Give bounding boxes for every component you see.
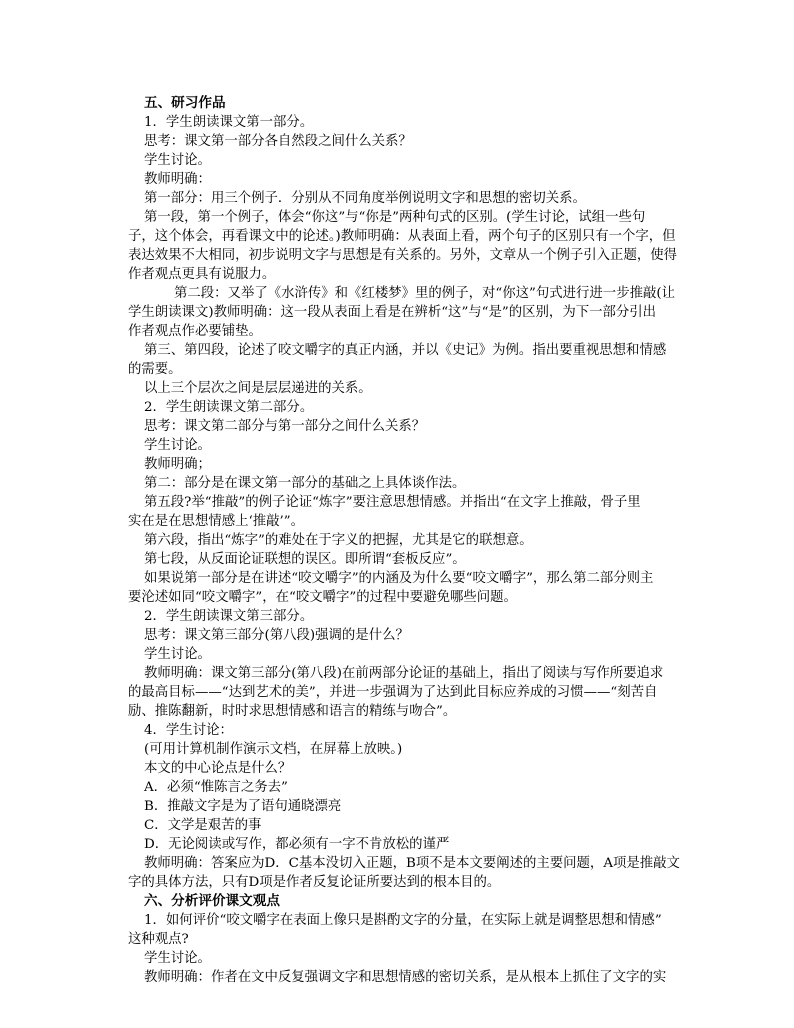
text-line: 表达效果不大相同，初步说明文字与思想是有关系的。另外，文章从一个例子引入正题，使得 <box>128 248 678 263</box>
text-line: B．推敲文字是为了语句通晓漂亮 <box>144 799 342 814</box>
text-line: 教师明确； <box>144 457 211 472</box>
text-line: 学生讨论。 <box>144 438 211 453</box>
text-line: 字的具体方法，只有D项是作者反复论证所要达到的根本目的。 <box>128 875 501 890</box>
text-line: 第六段，指出“炼字”的难处在于字义的把握，尤其是它的联想意。 <box>144 533 533 548</box>
text-line: 作者观点更具有说服力。 <box>128 267 276 282</box>
text-line: 要沦述如同“咬文嚼字”，在“咬文嚼字”的过程中要避免哪些问题。 <box>128 590 517 605</box>
section-heading: 六、分析评价课文观点 <box>144 893 280 909</box>
text-line: 1．如何评价“咬文嚼字在表面上像只是斟酌文字的分量，在实际上就是调整思想和情感” <box>144 913 662 928</box>
text-line: 如果说第一部分是在讲述“咬文嚼字”的内涵及为什么要“咬文嚼字”，那么第二部分则主 <box>144 571 654 586</box>
text-line: 以上三个层次之间是层层递进的关系。 <box>144 381 372 396</box>
document-body <box>128 94 688 987</box>
text-line: 思考：课文第二部分与第一部分之间什么关系？ <box>144 419 426 434</box>
text-line: 第五段?举“推敲”的例子论证“炼字”要注意思想情感。并指出“在文字上推敲，骨子里 <box>144 495 641 510</box>
text-line: 学生讨论。 <box>144 647 211 662</box>
text-line: 励、推陈翻新，时时求思想情感和语言的精练与吻合”。 <box>128 704 457 719</box>
text-line: 学生朗读课文)教师明确：这一段从表面上看是在辨析“这”与“是”的区别，为下一部分引出 <box>128 305 657 320</box>
text-line: 2．学生朗读课文第二部分。 <box>144 400 314 415</box>
text-line: 学生讨论。 <box>144 951 211 966</box>
text-line: (可用计算机制作演示文档，在屏幕上放映。) <box>144 742 403 757</box>
text-line: 第二：部分是在课文第一部分的基础之上具体谈作法。 <box>144 476 466 491</box>
text-line: 第一段，第一个例子，体会“你这”与“你是”两种句式的区别。(学生讨论，试组一些句 <box>144 210 646 225</box>
text-line: D．无论阅读或写作，都必须有一字不肯放松的谨严 <box>144 837 450 852</box>
text-line: A．必须“惟陈言之务去” <box>144 780 288 795</box>
text-line: 作者观点作必要铺垫。 <box>128 324 262 339</box>
text-line: 教师明确：作者在文中反复强调文字和思想情感的密切关系，是从根本上抓住了文字的实 <box>144 970 667 985</box>
text-line: C．文学是艰苦的事 <box>144 818 262 833</box>
text-line: 4．学生讨论： <box>144 723 233 738</box>
text-line: 教师明确：课文第三部分(第八段)在前两部分论证的基础上，指出了阅读与写作所要追求 <box>144 666 664 681</box>
text-line: 子，这个体会，再看课文中的论述。)教师明确：从表面上看，两个句子的区别只有一个字，但 <box>128 229 676 244</box>
text-line: 思考：课文第一部分各自然段之间什么关系？ <box>144 134 412 149</box>
section-heading: 五、研习作品 <box>144 95 226 111</box>
text-line: 实在是在思想情感上‘推敲’”。 <box>128 514 305 529</box>
text-line: 1．学生朗读课文第一部分。 <box>144 115 314 130</box>
text-line: 本文的中心论点是什么？ <box>144 761 292 776</box>
text-line: 教师明确：答案应为D．C基本没切入正题，B项不是本文要阐述的主要问题，A项是推敲文 <box>144 856 680 871</box>
text-line: 2．学生朗读课文第三部分。 <box>144 609 314 624</box>
text-line: 的需要。 <box>128 362 182 377</box>
text-line: 第一部分：用三个例子．分别从不同角度举例说明文字和思想的密切关系。 <box>144 191 586 206</box>
text-line: 这种观点? <box>128 932 189 947</box>
text-line: 的最高目标——“达到艺术的美”，并进一步强调为了达到此目标应养成的习惯——“刻苦自 <box>128 685 658 700</box>
text-line: 学生讨论。 <box>144 153 211 168</box>
text-line: 第二段：又举了《水浒传》和《红楼梦》里的例子，对“你这”句式进行进一步推敲(让 <box>174 286 675 301</box>
text-line: 教师明确： <box>144 172 211 187</box>
text-line: 第三、第四段，论述了咬文嚼字的真正内涵，并以《史记》为例。指出要重视思想和情感 <box>144 343 667 358</box>
text-line: 第七段，从反面论证联想的误区。即所谓“套板反应”。 <box>144 552 466 567</box>
text-line: 思考：课文第三部分(第八段)强调的是什么？ <box>144 628 409 643</box>
